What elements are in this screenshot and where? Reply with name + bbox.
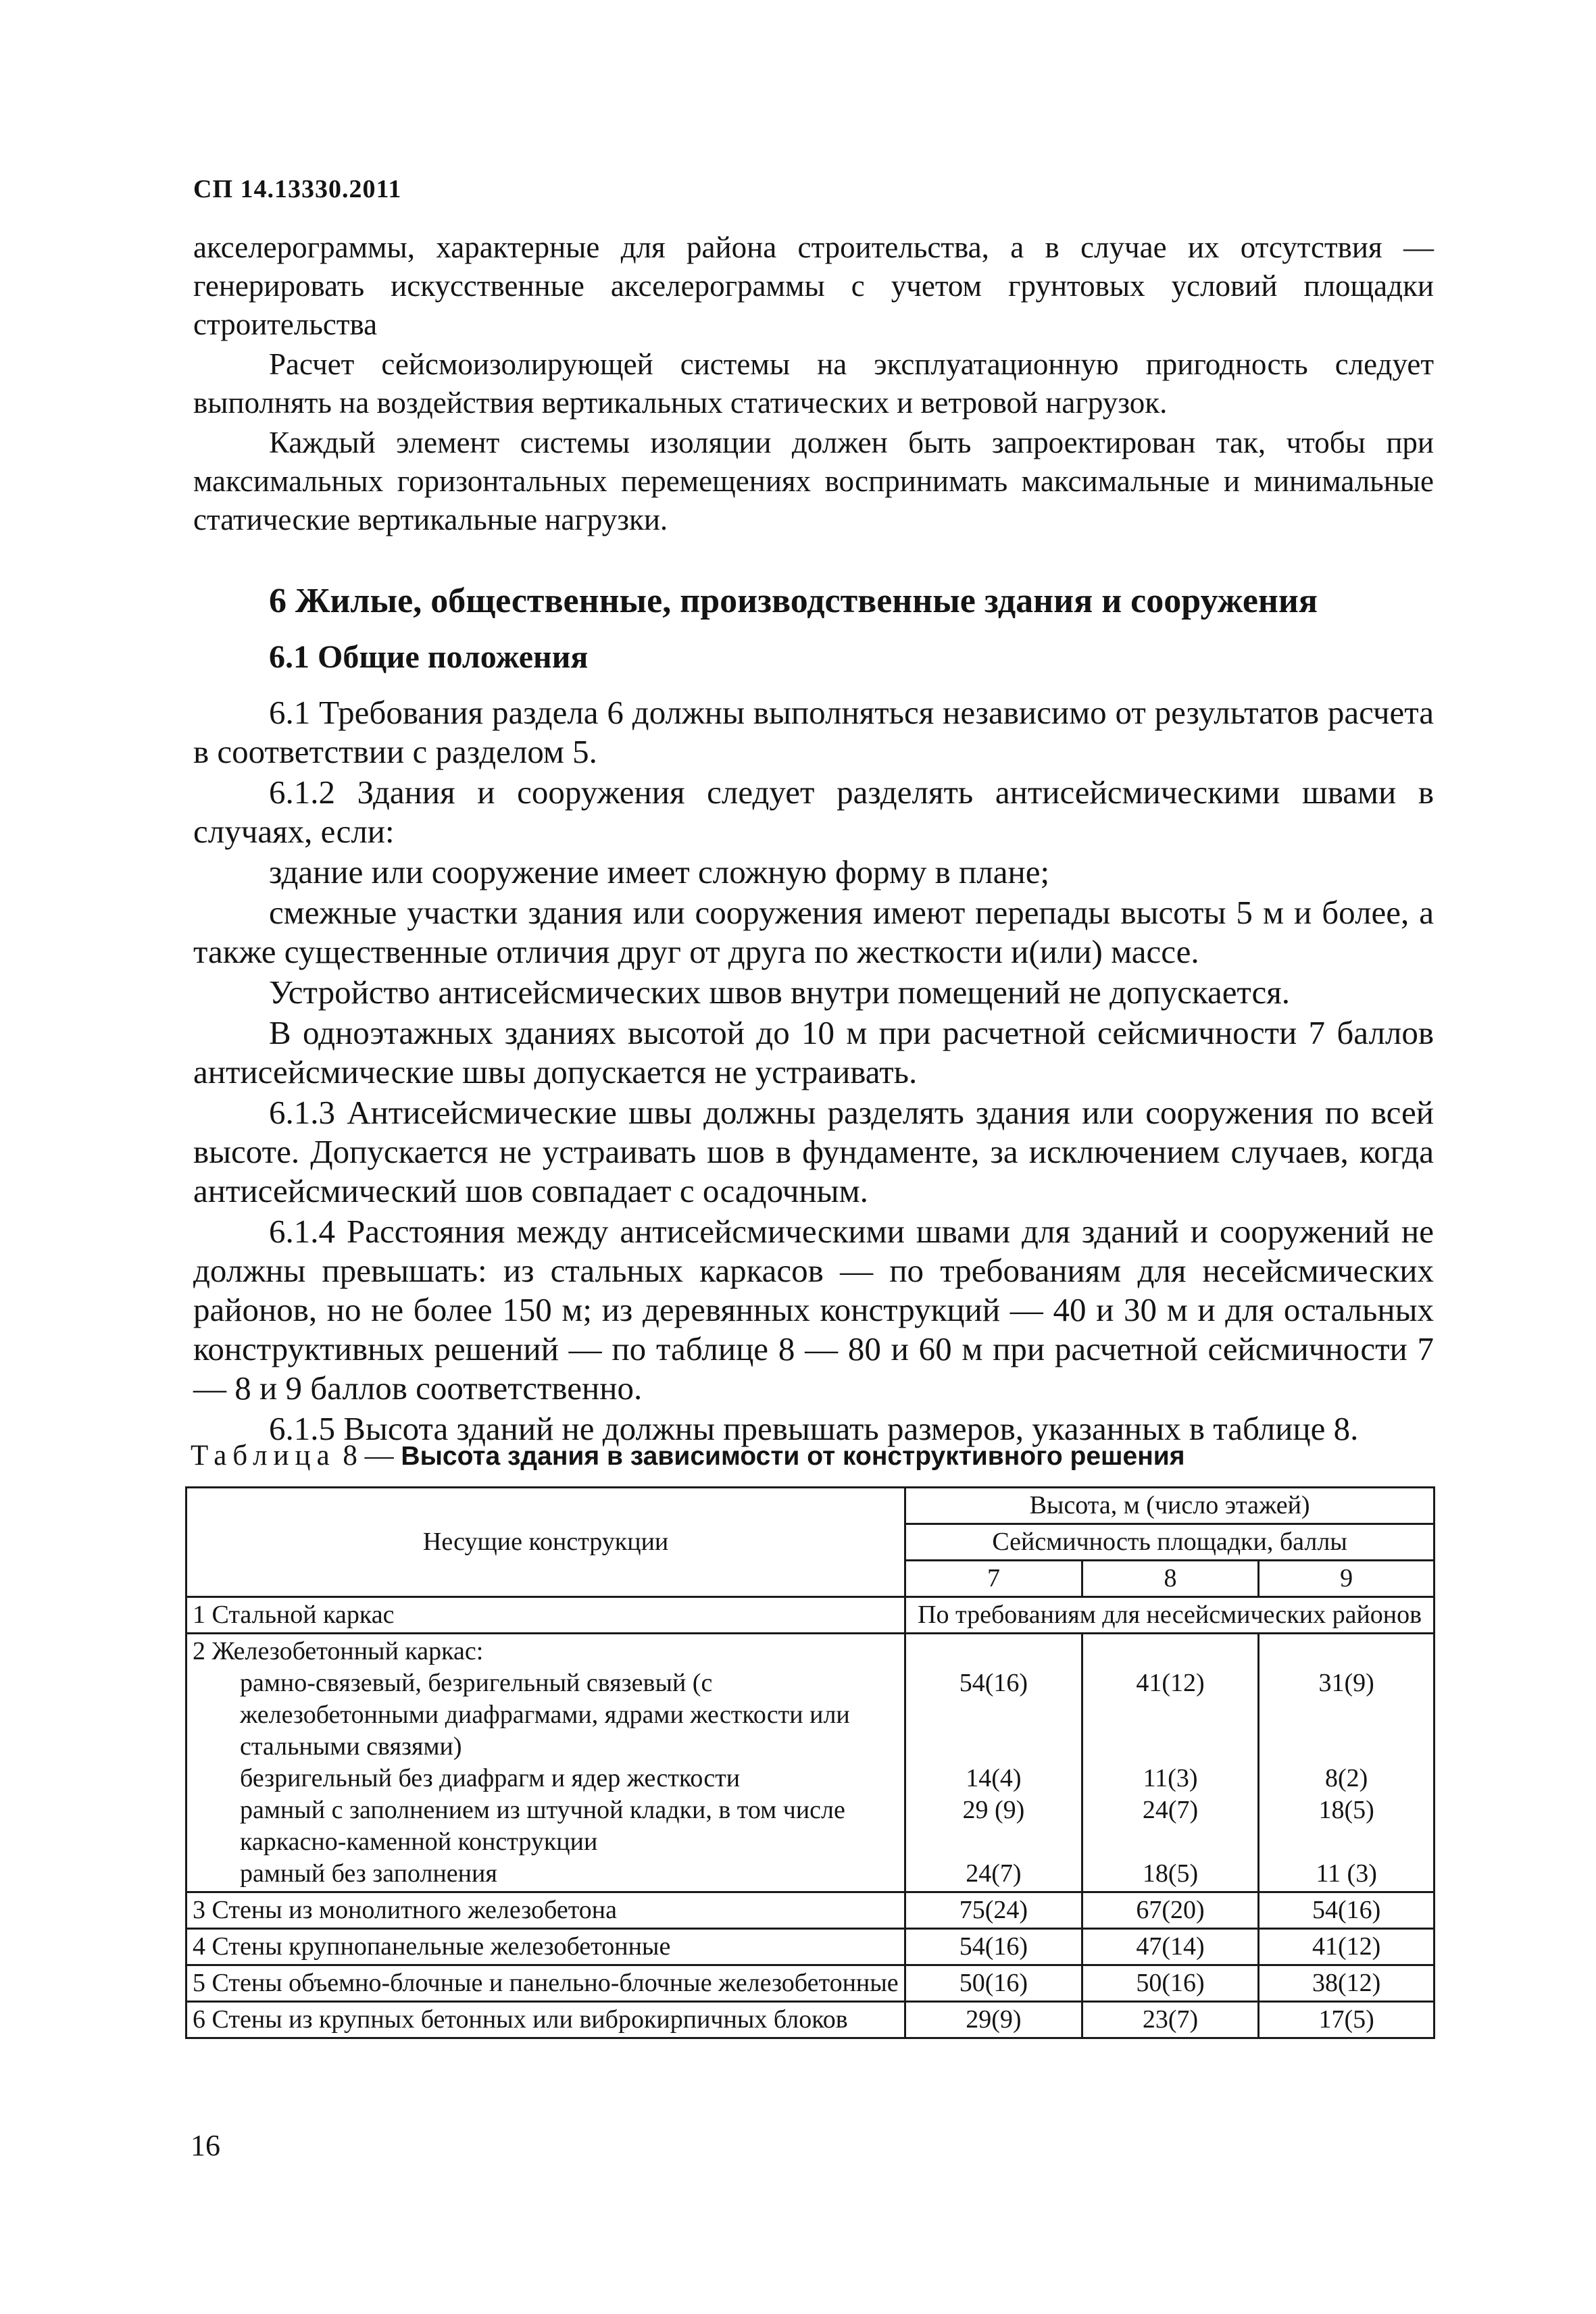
para-no-joints-inside: Устройство антисейсмических швов внутри помещений не допускается. xyxy=(269,974,1290,1011)
header-load-bearing: Несущие конструкции xyxy=(186,1488,905,1597)
para-complex-shape: здание или сооружение имеет сложную форму в плане; xyxy=(269,853,1050,890)
table-header-row-1 xyxy=(186,1488,1435,1524)
para-6-1-2: 6.1.2 Здания и сооружения следует разделять антисейсмическими швами в случаях, если: xyxy=(193,774,1434,850)
table-row xyxy=(186,1634,1435,1892)
cell-value: 50(16) xyxy=(905,1965,1082,2002)
cell-value: 14(4) xyxy=(966,1764,1022,1792)
para-6-1-4: 6.1.4 Расстояния между антисейсмическими швами для зданий и сооружений не должны превышать: из стальных каркасов — по требованиям для несейсмических районов, но не более 150 м; из деревянных конструкций — 40 и 30 м и для остальных конструктивных решений — по таблице 8 — 80 и 60 м при расчетной сейсмичности 7 — 8 и 9 баллов соответственно. xyxy=(193,1213,1434,1407)
cell-value: 38(12) xyxy=(1259,1965,1435,2002)
rc-frame-values-7 xyxy=(905,1634,1082,1892)
cell-value: 54(16) xyxy=(959,1669,1028,1697)
cell-value: 54(16) xyxy=(905,1929,1082,1965)
row-label-concrete-blocks: 6 Стены из крупных бетонных или виброкирпичных блоков xyxy=(186,2002,905,2038)
para-height-difference: смежные участки здания или сооружения имеют перепады высоты 5 м и более, а также существенные отличия друг от друга по жесткости и(или) массе. xyxy=(193,894,1434,970)
cell-value: 24(7) xyxy=(1142,1796,1199,1824)
header-score-7: 7 xyxy=(905,1561,1082,1597)
header-score-9: 9 xyxy=(1259,1561,1435,1597)
cell-value: 29 (9) xyxy=(962,1796,1025,1824)
header-score-8: 8 xyxy=(1082,1561,1259,1597)
table-caption-number: 8 — xyxy=(343,1440,394,1472)
cell-value: 11 (3) xyxy=(1316,1859,1377,1888)
rc-frame-infilled-label: рамный с заполнением из штучной кладки, в том числе каркасно-каменной конструкции xyxy=(240,1796,845,1856)
cell-value: 31(9) xyxy=(1318,1669,1374,1697)
table-row xyxy=(186,2002,1435,2038)
table-caption xyxy=(191,1439,1185,1472)
rc-frame-values-9 xyxy=(1259,1634,1435,1892)
cell-value: 18(5) xyxy=(1142,1859,1199,1888)
rc-frame-braced-label: рамно-связевый, безригельный связевый (с железобетонными диафрагмами, ядрами жесткости или стальными связями) xyxy=(240,1669,850,1761)
cell-value: 67(20) xyxy=(1082,1892,1259,1929)
rc-frame-values-8 xyxy=(1082,1634,1259,1892)
row-label-steel-frame: 1 Стальной каркас xyxy=(186,1597,905,1634)
header-seismicity: Сейсмичность площадки, баллы xyxy=(905,1524,1435,1561)
table-caption-prefix: Таблица xyxy=(191,1440,336,1472)
intro-paragraph-2: Расчет сейсмоизолирующей системы на эксплуатационную пригодность следует выполнять на воздействия вертикальных статических и ветровой нагрузок. xyxy=(193,347,1434,420)
row-label-rc-frame xyxy=(186,1634,905,1892)
cell-value: 8(2) xyxy=(1325,1764,1368,1792)
table-caption-title: Высота здания в зависимости от конструктивного решения xyxy=(401,1442,1185,1471)
intro-paragraph-1: акселерограммы, характерные для района строительства, а в случае их отсутствия — генерировать искусственные акселерограммы с учетом грунтовых условий площадки строительства xyxy=(193,230,1434,341)
cell-value: 50(16) xyxy=(1082,1965,1259,2002)
document-code: СП 14.13330.2011 xyxy=(193,175,402,203)
para-6-1-3: 6.1.3 Антисейсмические швы должны разделять здания или сооружения по всей высоте. Допускается не устраивать шов в фундаменте, за исключением случаев, когда антисейсмический шов совпадает с осадочным. xyxy=(193,1094,1434,1209)
table-row xyxy=(186,1965,1435,2002)
cell-value: 23(7) xyxy=(1082,2002,1259,2038)
section-title: 6 Жилые, общественные, производственные здания и сооружения xyxy=(269,582,1318,620)
intro-paragraph-3: Каждый элемент системы изоляции должен быть запроектирован так, чтобы при максимальных горизонтальных перемещениях воспринимать максимальные и минимальные статические вертикальные нагрузки. xyxy=(193,426,1434,536)
cell-value: 18(5) xyxy=(1318,1796,1374,1824)
para-6-1-5: 6.1.5 Высота зданий не должны превышать размеров, указанных в таблице 8. xyxy=(269,1410,1359,1447)
section-body xyxy=(193,693,1434,1450)
row-label-monolithic: 3 Стены из монолитного железобетона xyxy=(186,1892,905,1929)
cell-value: 41(12) xyxy=(1136,1669,1205,1697)
rc-frame-bare-label: рамный без заполнения xyxy=(240,1859,497,1888)
rc-frame-flat-slab-label: безригельный без диафрагм и ядер жесткости xyxy=(240,1764,741,1792)
header-height: Высота, м (число этажей) xyxy=(905,1488,1435,1524)
table-row xyxy=(186,1892,1435,1929)
page-number: 16 xyxy=(191,2129,220,2162)
cell-value: 17(5) xyxy=(1259,2002,1435,2038)
row-label-large-panel: 4 Стены крупнопанельные железобетонные xyxy=(186,1929,905,1965)
height-table xyxy=(185,1486,1435,2039)
row-value-steel-frame: По требованиям для несейсмических районов xyxy=(905,1597,1435,1634)
para-single-storey: В одноэтажных зданиях высотой до 10 м при расчетной сейсмичности 7 баллов антисейсмические швы допускается не устраивать. xyxy=(193,1014,1434,1090)
cell-value: 11(3) xyxy=(1143,1764,1198,1792)
table-row xyxy=(186,1597,1435,1634)
cell-value: 24(7) xyxy=(966,1859,1022,1888)
cell-value: 75(24) xyxy=(905,1892,1082,1929)
intro-block xyxy=(193,228,1434,540)
row-label-volume-block: 5 Стены объемно-блочные и панельно-блочные железобетонные xyxy=(186,1965,905,2002)
cell-value: 47(14) xyxy=(1082,1929,1259,1965)
cell-value: 29(9) xyxy=(905,2002,1082,2038)
rc-frame-title: 2 Железобетонный каркас: xyxy=(193,1637,484,1665)
para-6-1: 6.1 Требования раздела 6 должны выполняться независимо от результатов расчета в соответствии с разделом 5. xyxy=(193,694,1434,770)
table-row xyxy=(186,1929,1435,1965)
cell-value: 41(12) xyxy=(1259,1929,1435,1965)
subsection-title: 6.1 Общие положения xyxy=(269,639,589,675)
cell-value: 54(16) xyxy=(1259,1892,1435,1929)
